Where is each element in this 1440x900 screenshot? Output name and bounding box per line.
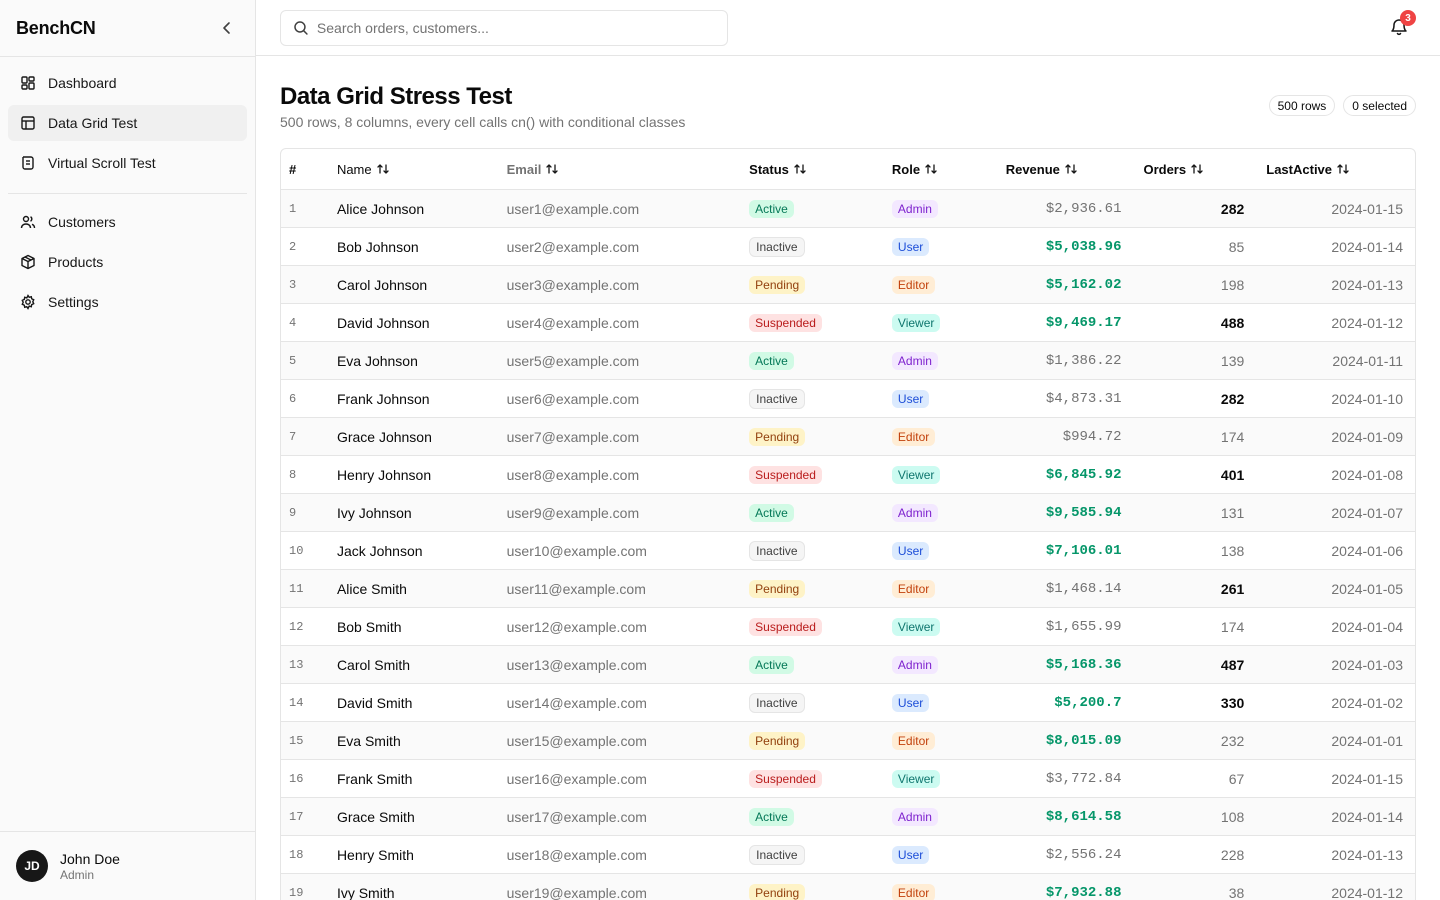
cell-name: Eva Johnson [336,352,418,369]
table-row[interactable] [281,532,1415,570]
role-badge: Editor [892,580,935,598]
row-index: 11 [289,581,304,596]
role-badge: Viewer [892,770,940,788]
status-badge: Active [749,808,794,826]
package-icon [20,254,36,270]
row-index: 16 [289,771,304,786]
cell-role [884,276,990,294]
row-index: 19 [289,885,304,900]
scroll-list-icon [20,155,36,171]
cell-role [884,466,990,484]
cell-email: user3@example.com [506,276,640,293]
status-badge: Active [749,200,794,218]
sidebar-item-products[interactable] [8,244,247,280]
column-header-lastactive[interactable] [1252,162,1415,177]
cell-name: Henry Johnson [336,466,432,483]
column-header-index: # [289,161,297,177]
user-name: John Doe [60,850,120,867]
cell-role [884,770,990,788]
cell-orders: 232 [1220,732,1245,749]
cell-last-active: 2024-01-05 [1331,580,1403,597]
cell-role [884,428,990,446]
status-badge: Inactive [749,845,804,865]
collapse-sidebar-button[interactable] [215,16,239,40]
row-index: 10 [289,543,304,558]
table-row[interactable] [281,608,1415,646]
cell-revenue: $994.72 [1062,428,1122,445]
sidebar [0,0,256,900]
row-index: 4 [289,315,297,330]
cell-name: Grace Johnson [336,428,432,445]
sidebar-item-data-grid-test[interactable] [8,105,247,141]
cell-orders: 85 [1228,238,1245,255]
cell-name: Alice Johnson [336,200,425,217]
role-badge: User [892,846,929,864]
role-badge: Editor [892,732,935,750]
cell-revenue: $5,162.02 [1045,276,1122,293]
row-index: 2 [289,239,297,254]
cell-revenue: $8,015.09 [1045,732,1122,749]
cell-revenue: $7,106.01 [1045,542,1122,559]
role-badge: Admin [892,808,938,826]
sidebar-item-dashboard[interactable] [8,65,247,101]
cell-email: user13@example.com [506,656,647,673]
sidebar-item-label: Products [48,254,104,270]
cell-status [741,541,884,561]
row-index: 1 [289,201,297,216]
page-title: Data Grid Stress Test [280,83,512,110]
cell-status [741,618,884,636]
role-badge: Admin [892,656,938,674]
column-header-label: Status [749,161,789,177]
avatar: JD [16,850,48,882]
role-badge: Admin [892,200,938,218]
cell-last-active: 2024-01-13 [1331,276,1403,293]
status-badge: Active [749,656,794,674]
cell-revenue: $6,845.92 [1045,466,1122,483]
cell-email: user15@example.com [506,732,647,749]
cell-status [741,732,884,750]
column-header-label: LastActive [1266,161,1333,177]
cell-email: user9@example.com [506,504,640,521]
cell-email: user6@example.com [506,390,640,407]
data-grid [280,148,1416,900]
cell-email: user12@example.com [506,618,647,635]
nav-divider [8,193,247,194]
sidebar-item-customers[interactable] [8,204,247,240]
cell-orders: 228 [1220,846,1245,863]
row-index: 8 [289,467,297,482]
cell-revenue: $1,468.14 [1045,580,1122,597]
cell-revenue: $9,469.17 [1045,314,1122,331]
cell-email: user2@example.com [506,238,640,255]
cell-orders: 282 [1220,390,1245,407]
cell-last-active: 2024-01-13 [1331,846,1403,863]
notifications-button[interactable] [1390,12,1411,38]
column-header-label: Role [891,161,921,177]
sort-icon [793,162,807,176]
sort-icon [545,162,559,176]
column-header-role[interactable] [884,162,990,177]
role-badge: Admin [892,352,938,370]
cell-revenue: $5,200.7 [1054,694,1122,711]
cell-email: user10@example.com [506,542,647,559]
cell-status [741,352,884,370]
cell-revenue: $1,386.22 [1045,352,1122,369]
cell-status [741,389,884,409]
row-index: 12 [289,619,304,634]
cell-email: user1@example.com [506,200,640,217]
status-badge: Pending [749,428,805,446]
grid-stats [1269,95,1416,116]
status-badge: Pending [749,580,805,598]
cell-last-active: 2024-01-14 [1331,238,1403,255]
table-row[interactable] [281,304,1415,342]
cell-status [741,504,884,522]
sort-icon [1064,162,1078,176]
status-badge: Inactive [749,237,804,257]
users-icon [20,214,36,230]
cell-email: user18@example.com [506,846,647,863]
search-input[interactable] [317,20,715,36]
cell-status [741,237,884,257]
table-row[interactable] [281,380,1415,418]
table-row[interactable] [281,798,1415,836]
cell-role [884,808,990,826]
cell-email: user11@example.com [506,580,646,597]
sidebar-item-label: Customers [48,214,116,230]
column-header-label: Email [506,161,542,177]
cell-orders: 174 [1220,618,1245,635]
row-count-badge: 500 rows [1269,95,1336,116]
cell-orders: 38 [1228,884,1245,900]
cell-last-active: 2024-01-10 [1331,390,1403,407]
cell-role [884,732,990,750]
cell-revenue: $5,168.36 [1045,656,1122,673]
status-badge: Suspended [749,770,822,788]
cell-role [884,884,990,900]
status-badge: Inactive [749,389,804,409]
column-header-email[interactable] [499,162,742,177]
cell-role [884,390,990,408]
app-brand: BenchCN [16,17,96,38]
column-header-label: Name [336,161,372,177]
row-index: 17 [289,809,304,824]
table-row[interactable] [281,722,1415,760]
column-header-orders[interactable] [1129,162,1252,177]
cell-last-active: 2024-01-03 [1331,656,1403,673]
status-badge: Suspended [749,466,822,484]
sort-icon [1190,162,1204,176]
table-row[interactable] [281,342,1415,380]
cell-status [741,693,884,713]
cell-role [884,504,990,522]
cell-role [884,846,990,864]
cell-last-active: 2024-01-06 [1331,542,1403,559]
cell-role [884,694,990,712]
cell-last-active: 2024-01-11 [1332,352,1403,369]
status-badge: Suspended [749,314,822,332]
cell-orders: 67 [1228,770,1245,787]
role-badge: Viewer [892,314,940,332]
cell-name: Bob Johnson [336,238,419,255]
table-row[interactable] [281,228,1415,266]
cell-name: Ivy Johnson [336,504,412,521]
cell-orders: 174 [1220,428,1245,445]
table-row[interactable] [281,266,1415,304]
table-body [281,190,1415,900]
cell-name: Eva Smith [336,732,401,749]
column-header-name[interactable] [329,162,499,177]
sort-icon [376,162,390,176]
top-bar [256,0,1440,56]
cell-status [741,276,884,294]
status-badge: Suspended [749,618,822,636]
chevron-left-icon [219,20,235,36]
table-row[interactable] [281,646,1415,684]
cell-last-active: 2024-01-09 [1331,428,1403,445]
row-index: 6 [289,391,297,406]
cell-last-active: 2024-01-07 [1331,504,1403,521]
cell-orders: 488 [1220,314,1245,331]
cell-orders: 139 [1220,352,1245,369]
cell-last-active: 2024-01-15 [1331,770,1403,787]
cell-status [741,314,884,332]
sidebar-item-settings[interactable] [8,284,247,320]
cell-role [884,352,990,370]
role-badge: Editor [892,276,935,294]
cell-status [741,466,884,484]
notification-count-badge: 3 [1400,10,1416,26]
cell-status [741,884,884,900]
cell-email: user17@example.com [506,808,647,825]
sidebar-item-label: Virtual Scroll Test [48,155,156,171]
role-badge: Viewer [892,618,940,636]
role-badge: Viewer [892,466,940,484]
role-badge: Editor [892,884,935,900]
role-badge: User [892,238,929,256]
row-index: 3 [289,277,297,292]
cell-status [741,200,884,218]
cell-orders: 108 [1220,808,1245,825]
row-index: 14 [289,695,304,710]
cell-role [884,656,990,674]
sidebar-nav [0,57,255,340]
column-header-label: Revenue [1005,161,1060,177]
role-badge: User [892,390,929,408]
table-row[interactable] [281,190,1415,228]
table-row[interactable] [281,570,1415,608]
table-row[interactable] [281,836,1415,874]
status-badge: Pending [749,732,805,750]
cell-orders: 261 [1220,580,1245,597]
cell-email: user8@example.com [506,466,640,483]
cell-name: Jack Johnson [336,542,423,559]
row-index: 5 [289,353,297,368]
cell-status [741,845,884,865]
column-header-revenue[interactable] [990,162,1130,177]
cell-last-active: 2024-01-12 [1331,314,1403,331]
role-badge: Editor [892,428,935,446]
cell-role [884,542,990,560]
status-badge: Inactive [749,541,804,561]
status-badge: Active [749,504,794,522]
cell-role [884,314,990,332]
table-row[interactable] [281,874,1415,900]
cell-last-active: 2024-01-02 [1331,694,1403,711]
cell-last-active: 2024-01-04 [1331,618,1403,635]
cell-role [884,580,990,598]
cell-last-active: 2024-01-14 [1331,808,1403,825]
cell-name: David Smith [336,694,413,711]
cell-email: user7@example.com [506,428,640,445]
cell-revenue: $8,614.58 [1045,808,1122,825]
role-badge: User [892,542,929,560]
search-box[interactable] [280,10,728,46]
sort-icon [924,162,938,176]
row-index: 18 [289,847,304,862]
dashboard-icon [20,75,36,91]
cell-revenue: $9,585.94 [1045,504,1122,521]
cell-last-active: 2024-01-12 [1331,884,1403,900]
table-icon [20,115,36,131]
row-index: 7 [289,429,297,444]
row-index: 9 [289,505,297,520]
cell-orders: 198 [1220,276,1245,293]
cell-name: Grace Smith [336,808,415,825]
page-subtitle: 500 rows, 8 columns, every cell calls cn() with conditional classes [280,114,686,130]
table-row[interactable] [281,494,1415,532]
column-header-status[interactable] [741,162,884,177]
cell-name: Frank Smith [336,770,413,787]
cell-last-active: 2024-01-15 [1331,200,1403,217]
gear-icon [20,294,36,310]
cell-revenue: $3,772.84 [1045,770,1122,787]
table-row[interactable] [281,684,1415,722]
cell-revenue: $2,936.61 [1045,200,1122,217]
table-row[interactable] [281,418,1415,456]
cell-status [741,808,884,826]
column-header-label: Orders [1143,161,1187,177]
cell-revenue: $2,556.24 [1045,846,1122,863]
cell-role [884,618,990,636]
cell-name: David Johnson [336,314,430,331]
cell-name: Carol Johnson [336,276,428,293]
table-row[interactable] [281,456,1415,494]
user-role: Admin [60,867,95,882]
sidebar-item-virtual-scroll-test[interactable] [8,145,247,181]
user-profile[interactable] [0,831,255,900]
sidebar-item-label: Data Grid Test [48,115,138,131]
cell-name: Frank Johnson [336,390,430,407]
cell-name: Henry Smith [336,846,414,863]
cell-orders: 131 [1220,504,1245,521]
cell-status [741,580,884,598]
role-badge: Admin [892,504,938,522]
cell-revenue: $4,873.31 [1045,390,1122,407]
cell-orders: 330 [1220,694,1245,711]
cell-last-active: 2024-01-01 [1331,732,1403,749]
sidebar-item-label: Dashboard [48,75,117,91]
role-badge: User [892,694,929,712]
table-header-row [281,149,1415,190]
status-badge: Pending [749,884,805,900]
cell-name: Alice Smith [336,580,407,597]
cell-email: user16@example.com [506,770,647,787]
selected-count-badge: 0 selected [1343,95,1416,116]
search-icon [293,20,309,36]
row-index: 13 [289,657,304,672]
sidebar-item-label: Settings [48,294,99,310]
cell-revenue: $5,038.96 [1045,238,1122,255]
cell-orders: 138 [1220,542,1245,559]
table-row[interactable] [281,760,1415,798]
row-index: 15 [289,733,304,748]
status-badge: Inactive [749,693,804,713]
status-badge: Active [749,352,794,370]
sidebar-header [0,0,255,57]
cell-status [741,770,884,788]
cell-name: Bob Smith [336,618,402,635]
cell-role [884,200,990,218]
cell-orders: 401 [1220,466,1245,483]
cell-revenue: $1,655.99 [1045,618,1122,635]
cell-email: user4@example.com [506,314,640,331]
cell-name: Carol Smith [336,656,411,673]
cell-email: user5@example.com [506,352,640,369]
cell-status [741,428,884,446]
cell-status [741,656,884,674]
status-badge: Pending [749,276,805,294]
sort-icon [1336,162,1350,176]
cell-orders: 487 [1220,656,1245,673]
cell-role [884,238,990,256]
cell-revenue: $7,932.88 [1045,884,1122,900]
cell-last-active: 2024-01-08 [1331,466,1403,483]
cell-orders: 282 [1220,200,1245,217]
cell-email: user19@example.com [506,884,647,900]
cell-email: user14@example.com [506,694,647,711]
cell-name: Ivy Smith [336,884,395,900]
